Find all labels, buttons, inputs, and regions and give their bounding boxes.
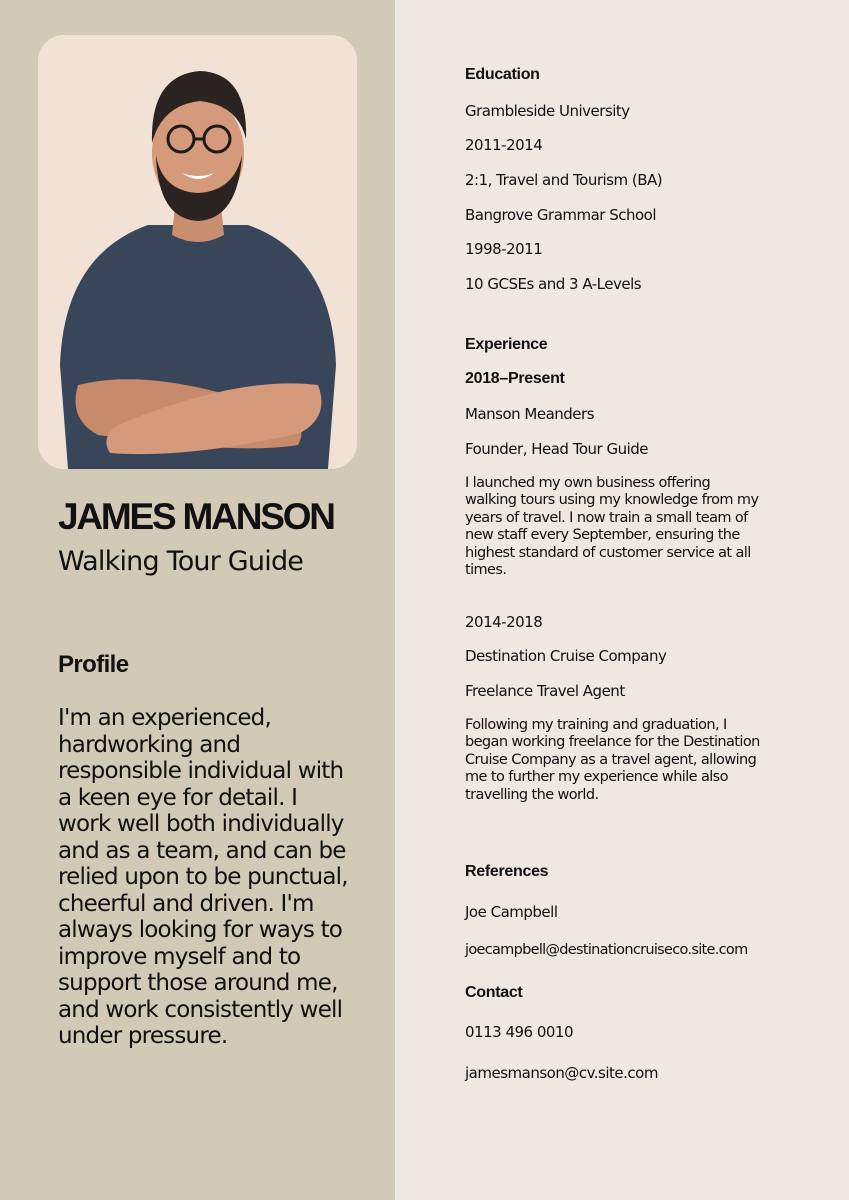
education-school: Grambleside University <box>465 102 630 120</box>
portrait-illustration <box>38 35 357 469</box>
contact-email[interactable]: jamesmanson@cv.site.com <box>465 1064 658 1082</box>
candidate-name: JAMES MANSON <box>58 496 334 537</box>
reference-email[interactable]: joecampbell@destinationcruiseco.site.com <box>465 942 748 958</box>
sidebar <box>0 0 395 1200</box>
experience-years: 2018–Present <box>465 370 565 387</box>
experience-years: 2014-2018 <box>465 613 543 631</box>
education-years: 2011-2014 <box>465 136 543 154</box>
education-school: Bangrove Grammar School <box>465 206 657 224</box>
experience-heading: Experience <box>465 336 548 353</box>
experience-position: Freelance Travel Agent <box>465 682 625 700</box>
education-qualification: 10 GCSEs and 3 A-Levels <box>465 275 642 293</box>
references-heading: References <box>465 863 549 880</box>
profile-heading: Profile <box>58 651 129 678</box>
contact-phone[interactable]: 0113 496 0010 <box>465 1023 574 1041</box>
profile-summary: I'm an experienced, hardworking and responsible individual with a keen eye for detail. I work well both individually and as a team, and can be relied upon to be punctual, cheerful and driven. I'm always looking for ways to improve myself and to support those around me, and work consistently well under pressure. <box>58 705 348 1049</box>
reference-name: Joe Campbell <box>465 903 558 921</box>
job-title: Walking Tour Guide <box>58 546 304 577</box>
experience-company: Manson Meanders <box>465 405 595 423</box>
profile-photo <box>38 35 357 469</box>
experience-position: Founder, Head Tour Guide <box>465 440 649 458</box>
education-years: 1998-2011 <box>465 240 543 258</box>
experience-description: Following my training and graduation, I began working freelance for the Destination Cruise Company as a travel agent, allowing me to further my experience while also travelling the world. <box>465 717 760 803</box>
experience-description: I launched my own business offering walking tours using my knowledge from my years of travel. I now train a small team of new staff every September, ensuring the highest standard of customer service at all times. <box>465 475 759 579</box>
contact-heading: Contact <box>465 984 523 1001</box>
experience-company: Destination Cruise Company <box>465 647 667 665</box>
education-heading: Education <box>465 66 540 83</box>
education-qualification: 2:1, Travel and Tourism (BA) <box>465 171 663 189</box>
